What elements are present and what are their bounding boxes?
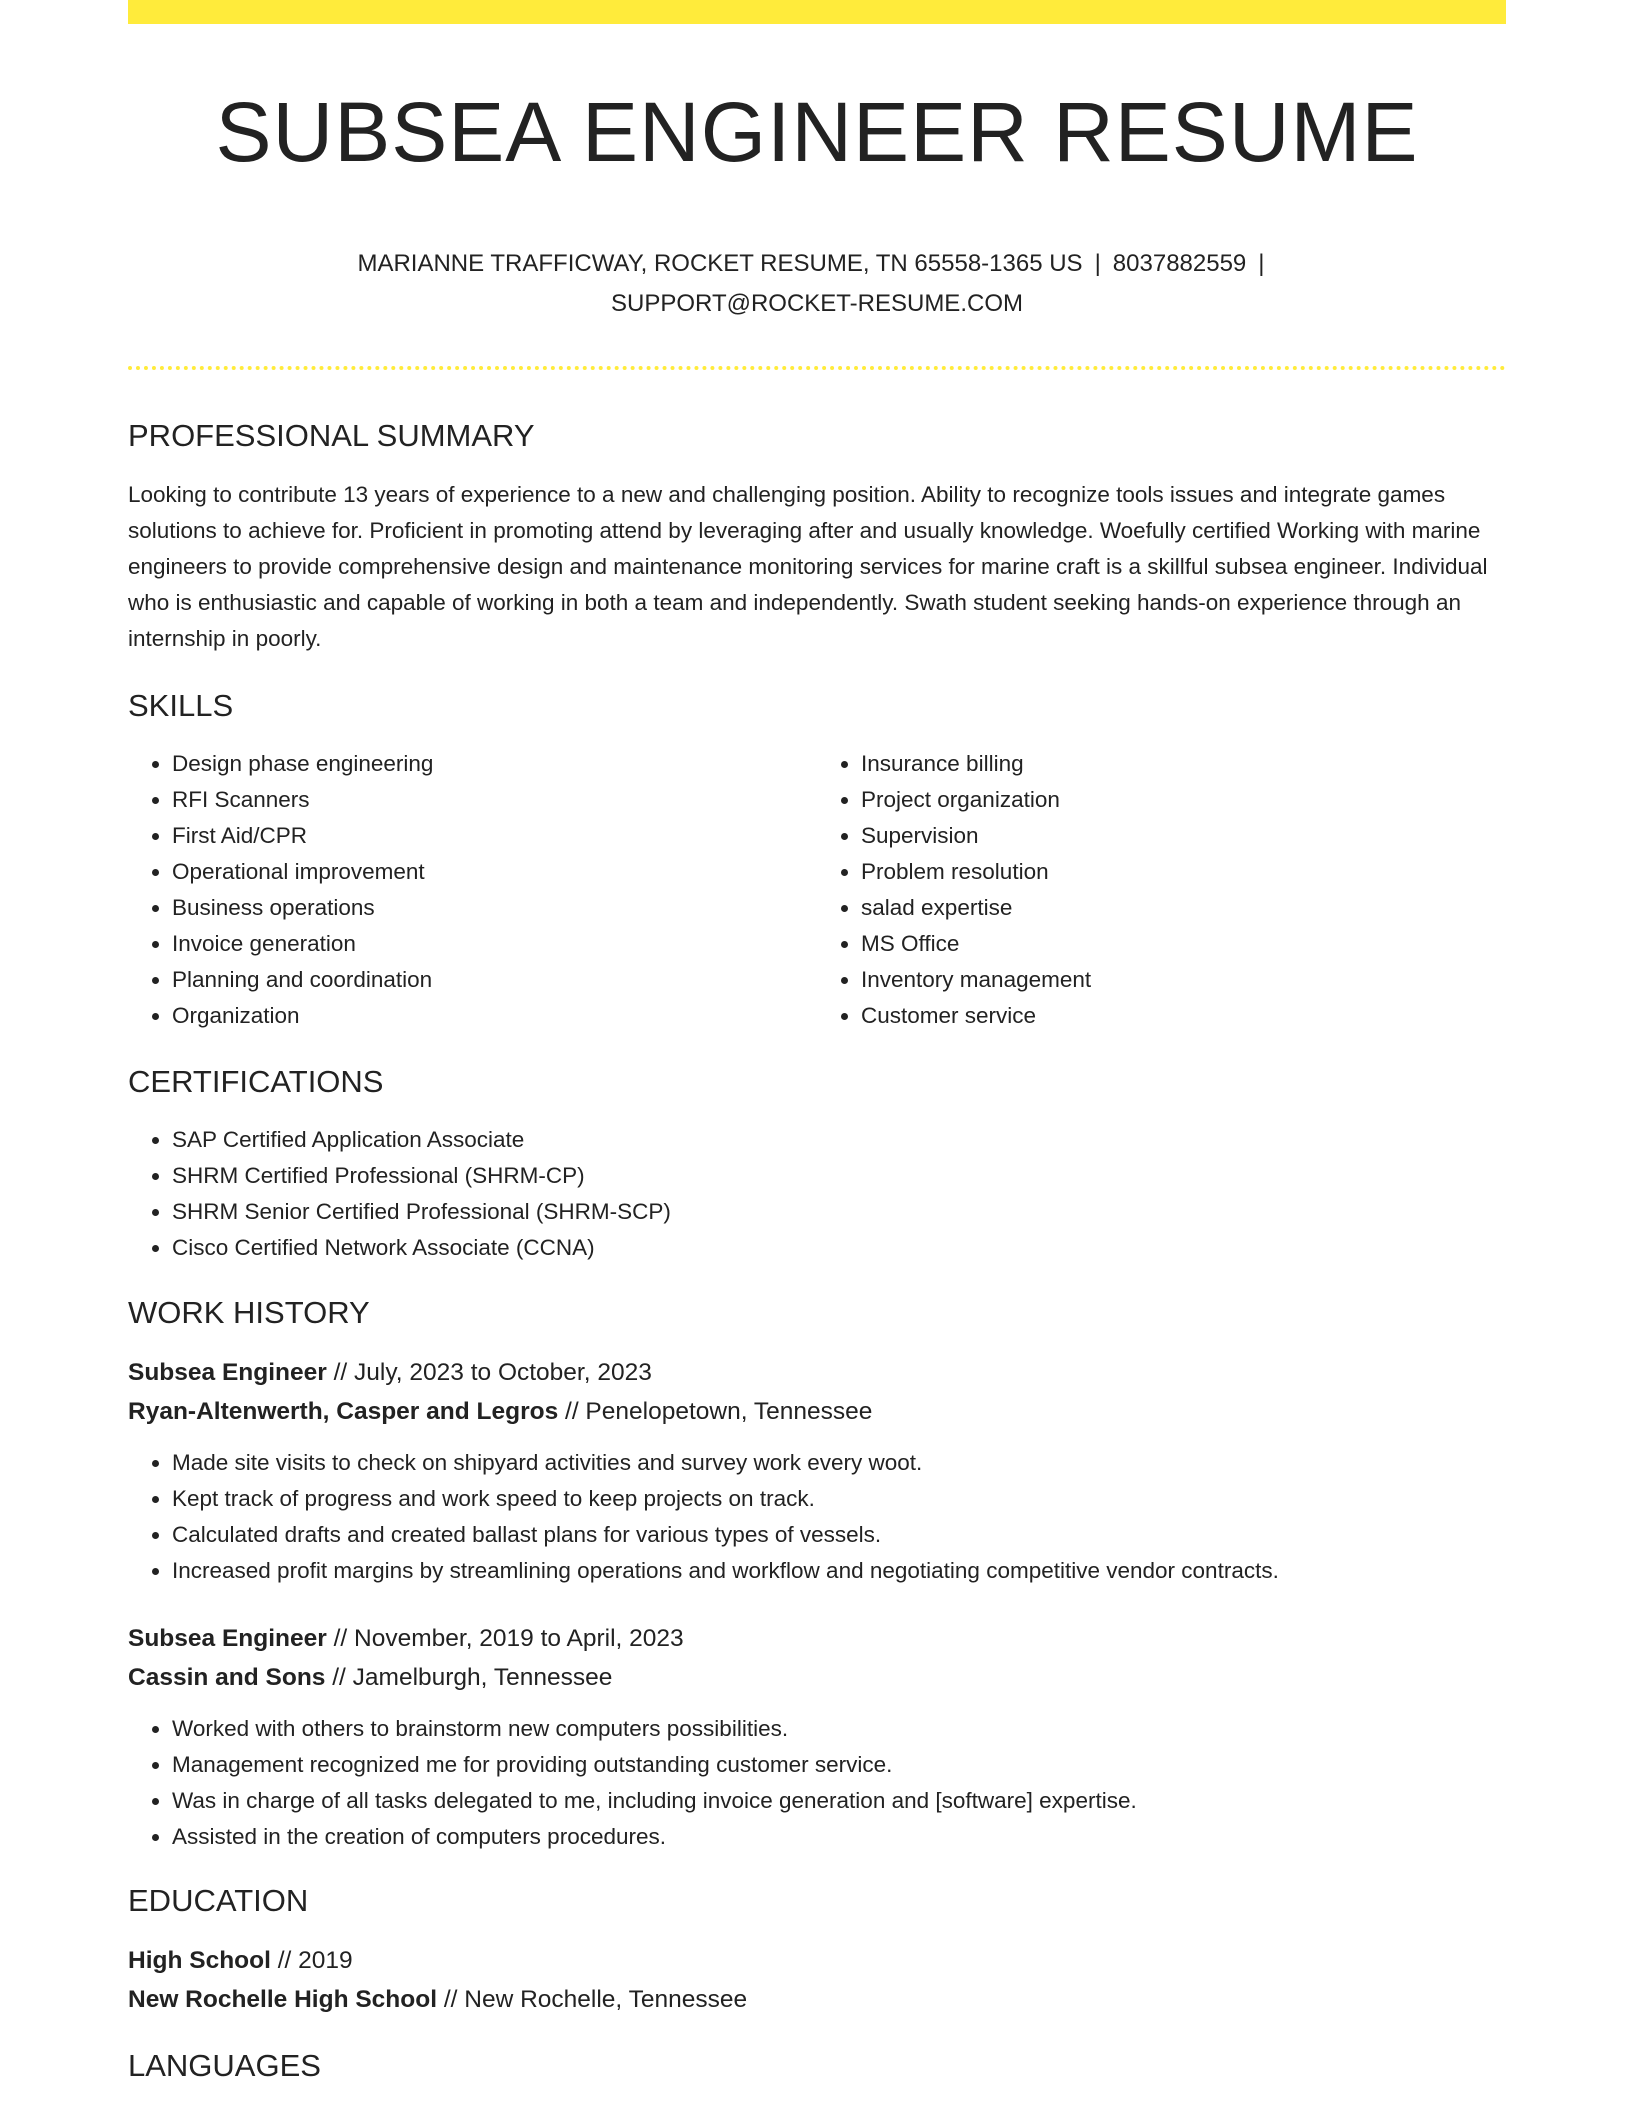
education-entry (128, 1941, 1506, 2019)
job-location: // Penelopetown, Tennessee (565, 1398, 873, 1426)
certification-item: • SAP Certified Application Associate (172, 1122, 1506, 1158)
skills-list (128, 746, 1506, 1034)
skill-item: • Inventory management (861, 962, 1506, 998)
resume-page (128, 0, 1506, 2086)
certification-item: • Cisco Certified Network Associate (CCNA) (172, 1230, 1506, 1266)
resume-title: SUBSEA ENGINEER RESUME (215, 85, 1419, 179)
contact-line-2 (128, 284, 1506, 324)
skill-item: • Supervision (861, 818, 1506, 854)
education-degree-line (128, 1941, 1506, 1980)
accent-top-bar (128, 0, 1506, 24)
job-duty-item: • Was in charge of all tasks delegated to me, including invoice generation and [software] expertise. (172, 1783, 1506, 1819)
contact-info (128, 244, 1506, 324)
job-company-line (128, 1392, 1506, 1431)
contact-line-1 (128, 244, 1506, 284)
certification-item: • SHRM Senior Certified Professional (SHRM-SCP) (172, 1194, 1506, 1230)
work-history-heading: WORK HISTORY (128, 1295, 370, 1331)
certifications-heading: CERTIFICATIONS (128, 1064, 384, 1100)
job-company: Cassin and Sons (128, 1664, 326, 1692)
contact-address: MARIANNE TRAFFICWAY, ROCKET RESUME, TN 65558-1365 US (357, 250, 1083, 278)
contact-email: SUPPORT@ROCKET-RESUME.COM (611, 290, 1023, 318)
job-duty-item: • Management recognized me for providing outstanding customer service. (172, 1747, 1506, 1783)
job-duties (128, 1445, 1506, 1589)
job-duty-item: • Increased profit margins by streamlining operations and workflow and negotiating competitive vendor contracts. (172, 1553, 1506, 1589)
skills-heading: SKILLS (128, 688, 234, 724)
summary-heading: PROFESSIONAL SUMMARY (128, 418, 535, 454)
job-title: Subsea Engineer (128, 1625, 327, 1653)
skills-column-right (817, 746, 1506, 1034)
job-duty-item: • Assisted in the creation of computers procedures. (172, 1819, 1506, 1855)
education-heading: EDUCATION (128, 1883, 309, 1919)
education-school-line (128, 1980, 1506, 2019)
job-title-line (128, 1619, 1506, 1658)
skill-item: • MS Office (861, 926, 1506, 962)
skill-item: • Planning and coordination (172, 962, 817, 998)
education-degree: High School (128, 1947, 271, 1975)
job-title-line (128, 1353, 1506, 1392)
skill-item: • Insurance billing (861, 746, 1506, 782)
education-year: // 2019 (277, 1947, 353, 1975)
job-entry (128, 1619, 1506, 1855)
job-duty-item: • Calculated drafts and created ballast plans for various types of vessels. (172, 1517, 1506, 1553)
skill-item: • Invoice generation (172, 926, 817, 962)
contact-separator: | (1094, 250, 1101, 278)
skill-item: • RFI Scanners (172, 782, 817, 818)
job-company: Ryan-Altenwerth, Casper and Legros (128, 1398, 559, 1426)
job-location: // Jamelburgh, Tennessee (332, 1664, 613, 1692)
education-location: // New Rochelle, Tennessee (443, 1986, 748, 2014)
skill-item: • First Aid/CPR (172, 818, 817, 854)
skill-item: • Business operations (172, 890, 817, 926)
header-divider (128, 366, 1506, 370)
job-company-line (128, 1658, 1506, 1697)
skill-item: • Design phase engineering (172, 746, 817, 782)
skill-item: • Problem resolution (861, 854, 1506, 890)
skill-item: • salad expertise (861, 890, 1506, 926)
skill-item: • Customer service (861, 998, 1506, 1034)
skills-column-left (128, 746, 817, 1034)
languages-heading: LANGUAGES (128, 2048, 321, 2084)
education-school: New Rochelle High School (128, 1986, 438, 2014)
job-title: Subsea Engineer (128, 1359, 327, 1387)
contact-phone: 8037882559 (1112, 250, 1247, 278)
job-dates: // July, 2023 to October, 2023 (333, 1359, 652, 1387)
contact-separator: | (1258, 250, 1265, 278)
job-entry (128, 1353, 1506, 1589)
skill-item: • Organization (172, 998, 817, 1034)
skill-item: • Project organization (861, 782, 1506, 818)
summary-text: Looking to contribute 13 years of experience to a new and challenging position. Ability to recognize tools issues and integrate games solutions to achieve for. Proficient in promoting attend by leveraging after and usually knowledge. Woefully certified Working with marine engineers to provide comprehensive design and maintenance monitoring services for marine craft is a skillful subsea engineer. Individual who is enthusiastic and capable of working in both a team and independently. Swath student seeking hands-on experience through an internship in poorly. (128, 482, 1488, 652)
job-duty-item: • Worked with others to brainstorm new computers possibilities. (172, 1711, 1506, 1747)
job-duty-item: • Made site visits to check on shipyard activities and survey work every woot. (172, 1445, 1506, 1481)
job-dates: // November, 2019 to April, 2023 (333, 1625, 684, 1653)
job-duty-item: • Kept track of progress and work speed to keep projects on track. (172, 1481, 1506, 1517)
certifications-list (128, 1122, 1506, 1266)
job-duties (128, 1711, 1506, 1855)
certification-item: • SHRM Certified Professional (SHRM-CP) (172, 1158, 1506, 1194)
skill-item: • Operational improvement (172, 854, 817, 890)
